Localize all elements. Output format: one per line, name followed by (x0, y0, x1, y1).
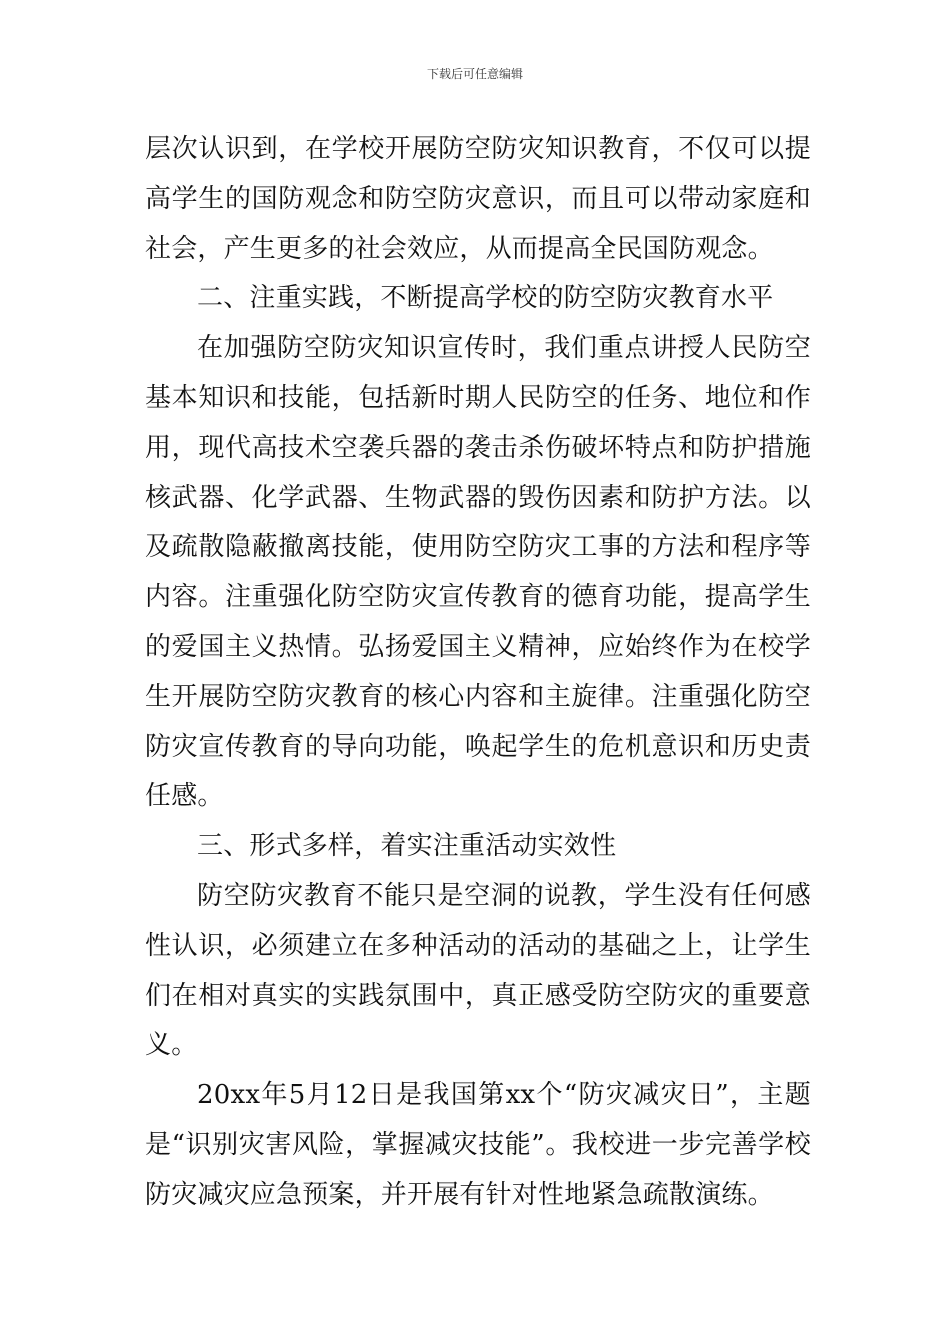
document-body (145, 125, 811, 1221)
paragraph-activities: 防空防灾教育不能只是空洞的说教，学生没有任何感性认识，必须建立在多种活动的活动的基础之上，让学生们在相对真实的实践氛围中，真正感受防空防灾的重要意义。 (145, 880, 811, 1061)
paragraph-continuation: 层次认识到，在学校开展防空防灾知识教育，不仅可以提高学生的国防观念和防空防灾意识，而且可以带动家庭和社会，产生更多的社会效应，从而提高全民国防观念。 (145, 134, 811, 264)
page-header: 下载后可任意编辑 (426, 67, 523, 81)
paragraph-disaster-day: 20xx年5月12日是我国第xx个“防灾减灾日”，主题是“识别灾害风险，掌握减灾技能”。我校进一步完善学校防灾减灾应急预案，并开展有针对性地紧急疏散演练。 (145, 1080, 811, 1210)
section-heading-forms: 三、形式多样，着实注重活动实效性 (197, 831, 617, 862)
section-heading-practice: 二、注重实践，不断提高学校的防空防灾教育水平 (197, 283, 774, 314)
paragraph-knowledge: 在加强防空防灾知识宣传时，我们重点讲授人民防空基本知识和技能，包括新时期人民防空的任务、地位和作用，现代高技术空袭兵器的袭击杀伤破坏特点和防护措施核武器、化学武器、生物武器的毁伤因素和防护方法。以及疏散隐蔽撤离技能，使用防空防灾工事的方法和程序等内容。注重强化防空防灾宣传教育的德育功能，提高学生的爱国主义热情。弘扬爱国主义精神，应始终作为在校学生开展防空防灾教育的核心内容和主旋律。注重强化防空防灾宣传教育的导向功能，唤起学生的危机意识和历史责任感。 (145, 333, 811, 812)
